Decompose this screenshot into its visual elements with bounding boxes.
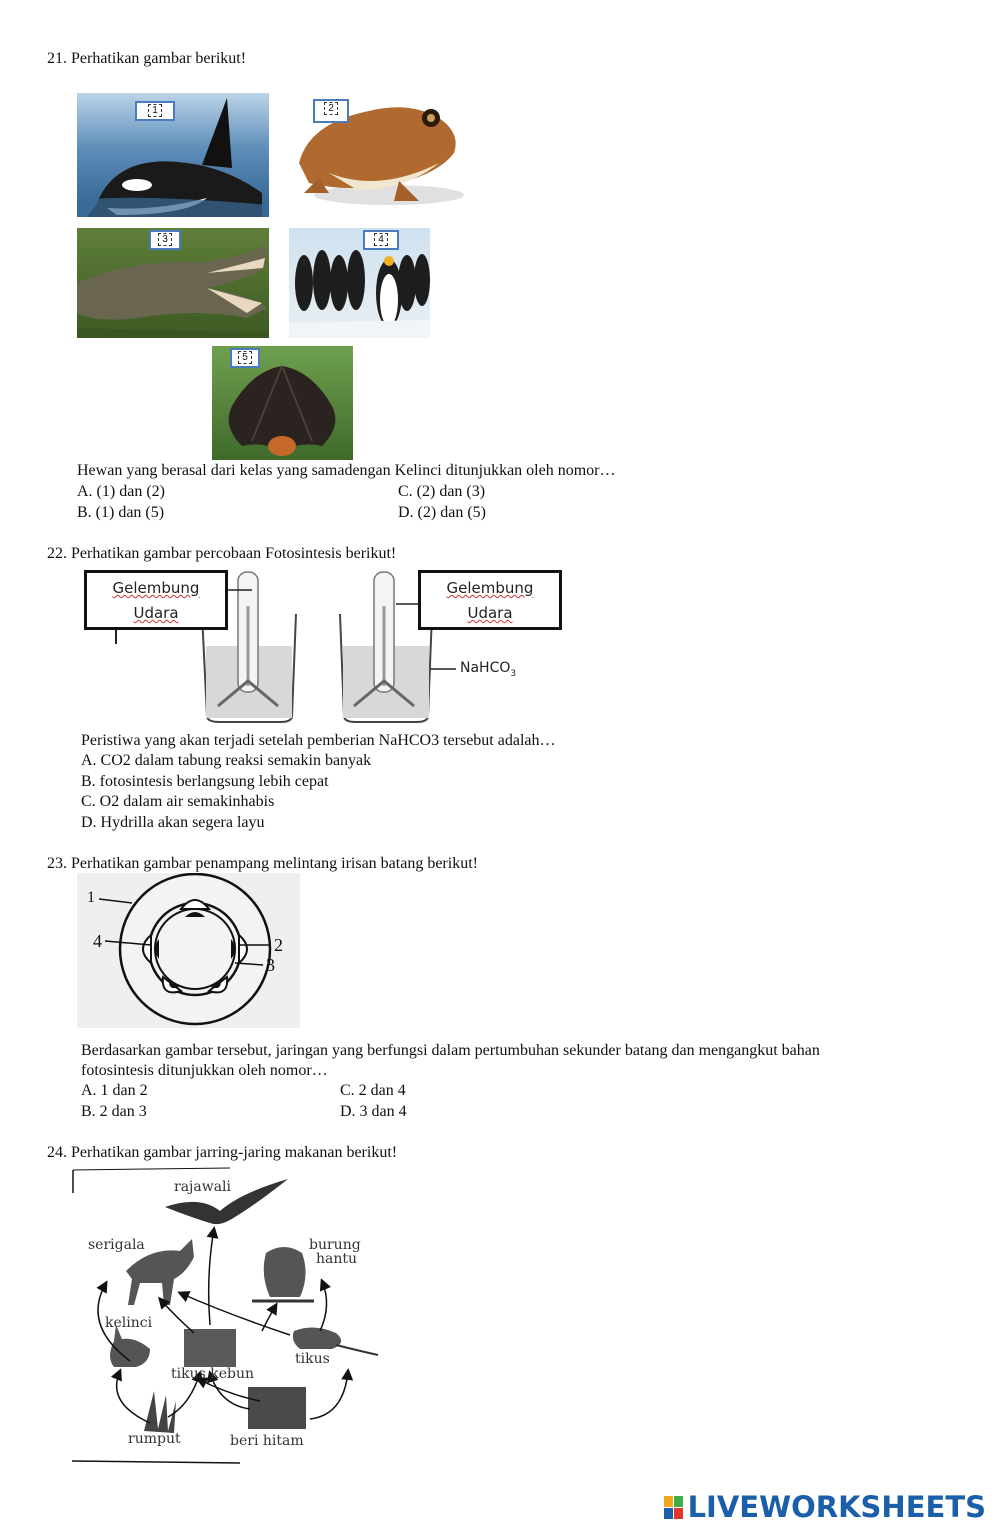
image-number-tag: 3 xyxy=(149,230,181,250)
q22-option-c[interactable]: C. O2 dalam air semakinhabis xyxy=(81,793,275,810)
q23-option-c[interactable]: C. 2 dan 4 xyxy=(340,1082,406,1099)
rumput-label: rumput xyxy=(128,1431,181,1447)
hantu-label: hantu xyxy=(316,1251,358,1267)
liveworksheets-icon xyxy=(664,1496,684,1520)
q21-option-d[interactable]: D. (2) dan (5) xyxy=(398,504,486,521)
beri-hitam-label: beri hitam xyxy=(230,1433,304,1449)
diagram-label-1: 1 xyxy=(87,889,95,906)
q22-question: Peristiwa yang akan terjadi setelah pemberian NaHCO3 tersebut adalah… xyxy=(81,732,556,749)
tikus-label: tikus xyxy=(295,1351,330,1367)
q22-prompt: 22. Perhatikan gambar percobaan Fotosintesis berikut! xyxy=(47,545,397,562)
image-number-tag: 2 xyxy=(313,99,349,123)
air-bubble-label-right: Gelembung Udara xyxy=(418,570,562,630)
q21-option-b[interactable]: B. (1) dan (5) xyxy=(77,504,165,521)
diagram-label-3: 3 xyxy=(266,955,275,975)
crocodile-image xyxy=(77,228,269,338)
q23-option-a[interactable]: A. 1 dan 2 xyxy=(81,1082,148,1099)
image-number-tag: 1 xyxy=(135,101,175,121)
frog-image xyxy=(289,93,469,211)
photosynthesis-diagram xyxy=(80,566,570,726)
q22-option-a[interactable]: A. CO2 dalam tabung reaksi semakin banyak xyxy=(81,752,372,769)
q22-option-d[interactable]: D. Hydrilla akan segera layu xyxy=(81,814,265,831)
q23-question-line2: fotosintesis ditunjukkan oleh nomor… xyxy=(81,1062,328,1079)
liveworksheets-logo: LIVEWORKSHEETS xyxy=(664,1490,986,1524)
diagram-label-4: 4 xyxy=(93,931,102,951)
q23-option-b[interactable]: B. 2 dan 3 xyxy=(81,1103,147,1120)
kelinci-label: kelinci xyxy=(105,1315,153,1331)
stem-cross-section-diagram xyxy=(77,873,300,1028)
q21-question: Hewan yang berasal dari kelas yang samadengan Kelinci ditunjukkan oleh nomor… xyxy=(77,462,616,479)
q23-question-line1: Berdasarkan gambar tersebut, jaringan yang berfungsi dalam pertumbuhan sekunder batang dan mengangkut bahan xyxy=(81,1042,820,1059)
q21-option-a[interactable]: A. (1) dan (2) xyxy=(77,483,165,500)
serigala-label: serigala xyxy=(88,1237,145,1253)
bat-image xyxy=(212,346,353,460)
q23-option-d[interactable]: D. 3 dan 4 xyxy=(340,1103,407,1120)
rajawali-label: rajawali xyxy=(174,1179,232,1195)
q21-prompt: 21. Perhatikan gambar berikut! xyxy=(47,50,247,67)
q21-option-c[interactable]: C. (2) dan (3) xyxy=(398,483,486,500)
penguins-image xyxy=(289,228,430,338)
burung-label: burung xyxy=(309,1237,361,1253)
food-web-diagram xyxy=(70,1165,390,1465)
q23-prompt: 23. Perhatikan gambar penampang melintang irisan batang berikut! xyxy=(47,855,478,872)
image-number-tag: 4 xyxy=(363,230,399,250)
nahco3-label: NaHCO$_3$ xyxy=(460,660,517,679)
diagram-label-2: 2 xyxy=(274,935,283,955)
tikus-kebun-label: tikus kebun xyxy=(171,1366,255,1382)
image-number-tag: 5 xyxy=(230,348,260,368)
q24-prompt: 24. Perhatikan gambar jarring-jaring makanan berikut! xyxy=(47,1144,398,1161)
orca-image xyxy=(77,93,269,217)
q22-option-b[interactable]: B. fotosintesis berlangsung lebih cepat xyxy=(81,773,329,790)
air-bubble-label-left: Gelembung Udara xyxy=(84,570,228,630)
